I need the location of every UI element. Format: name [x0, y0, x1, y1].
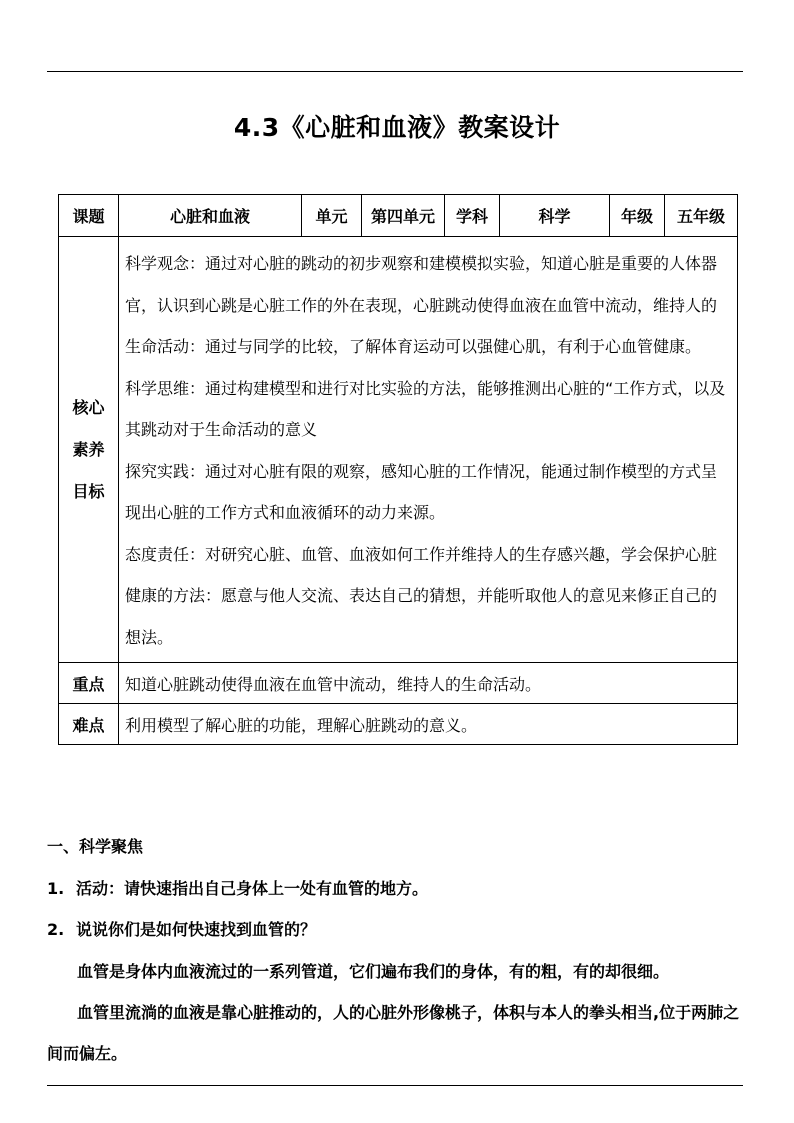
subject-label: 学科 [445, 195, 500, 237]
section-heading: 一、科学聚焦 [47, 837, 144, 856]
unit-value: 第四单元 [362, 195, 445, 237]
list-item [47, 917, 316, 940]
subject-value: 科学 [500, 195, 610, 237]
goal-attitude-responsibility: 态度责任：对研究心脏、血管、血液如何工作并维持人的生存感兴趣，学会保护心脏健康的方法：愿意与他人交流、表达自己的猜想，并能听取他人的意见来修正自己的想法。 [125, 544, 718, 647]
key-point-label: 重点 [59, 663, 119, 704]
goal-scientific-thinking: 科学思维：通过构建模型和进行对比实验的方法，能够推测出心脏的“工作方式，以及其跳动对于生命活动的意义 [125, 378, 726, 439]
goals-label [59, 237, 119, 663]
document-title: 4.3《心脏和血液》教案设计 [233, 113, 561, 142]
footer-rule [47, 1085, 743, 1086]
goals-content [119, 237, 738, 663]
goals-row [59, 237, 738, 663]
difficulty-row [59, 704, 738, 745]
key-point-row [59, 663, 738, 704]
body-paragraph: 血管是身体内血液流过的一系列管道，它们遍布我们的身体，有的粗，有的却很细。 [77, 962, 670, 981]
goal-scientific-concept: 科学观念：通过对心脏的跳动的初步观察和建模模拟实验，知道心脏是重要的人体器官，认识到心跳是心脏工作的外在表现，心脏跳动使得血液在血管中流动，维持人的生命活动：通过与同学的比较，了解体育运动可以强健心肌，有利于心血管健康。 [125, 254, 718, 356]
difficulty-label: 难点 [59, 704, 119, 745]
list-item-text: 活动：请快速指出自己身体上一处有血管的地方。 [76, 879, 429, 898]
goals-label-line: 素养 [72, 439, 105, 459]
body-paragraph: 血管里流淌的血液是靠心脏推动的，人的心脏外形像桃子，体积与本人的拳头相当,位于两肺之间而偏左。 [47, 1003, 740, 1063]
grade-value: 五年级 [665, 195, 738, 237]
goals-label-line: 目标 [72, 481, 105, 501]
list-item-number: 1. [47, 879, 65, 898]
grade-label: 年级 [610, 195, 665, 237]
list-item-text: 说说你们是如何快速找到血管的？ [76, 920, 317, 939]
header-rule [47, 71, 743, 72]
list-item-number: 2. [47, 920, 65, 939]
topic-label: 课题 [59, 195, 119, 237]
goal-inquiry-practice: 探究实践：通过对心脏有限的观察，感知心脏的工作情况，能通过制作模型的方式呈现出心脏的工作方式和血液循环的动力来源。 [125, 461, 718, 522]
unit-label: 单元 [302, 195, 362, 237]
difficulty-text: 利用模型了解心脏的功能，理解心脏跳动的意义。 [119, 704, 738, 745]
list-item [47, 876, 428, 899]
table-header-row [59, 195, 738, 237]
key-point-text: 知道心脏跳动使得血液在血管中流动，维持人的生命活动。 [119, 663, 738, 704]
topic-value: 心脏和血液 [119, 195, 302, 237]
lesson-info-table [58, 194, 738, 745]
goals-label-line: 核心 [72, 397, 105, 417]
